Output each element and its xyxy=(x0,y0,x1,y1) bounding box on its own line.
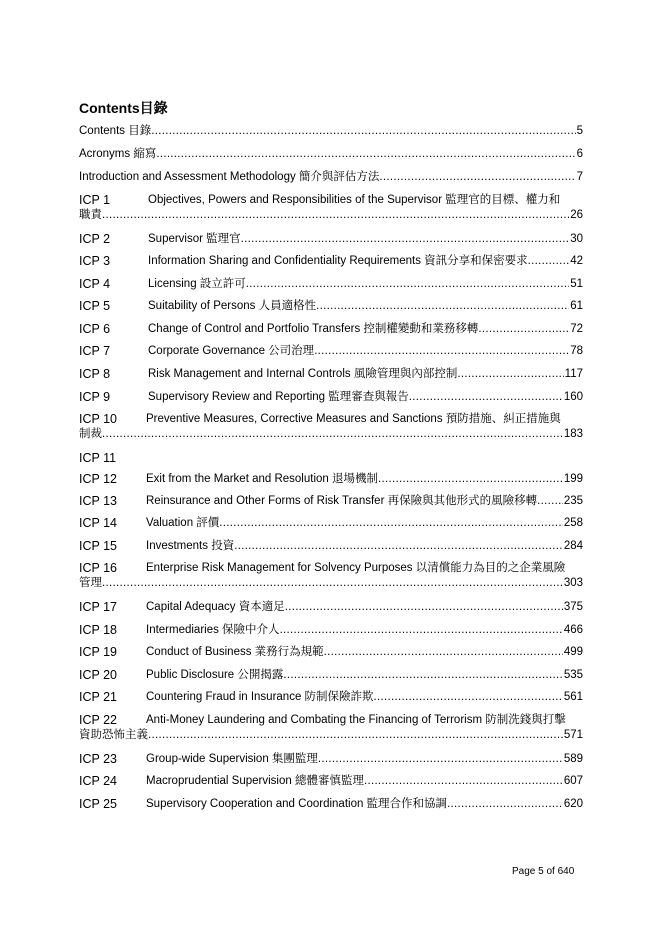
toc-entry-title-continued: 管理 xyxy=(79,577,102,589)
dot-leader xyxy=(537,494,563,509)
toc-entry-title: Suitability of Persons 人員適格性 xyxy=(148,300,317,312)
dot-leader xyxy=(234,539,563,554)
toc-entry-page: 6 xyxy=(576,148,583,160)
toc-entry-title: Change of Control and Portfolio Transfers 控制權變動和業務移轉 xyxy=(148,323,479,335)
dot-leader xyxy=(409,390,563,405)
icp-number: ICP 1 xyxy=(79,193,111,207)
toc-entry-title: Information Sharing and Confidentiality Requirements 資訊分享和保密要求 xyxy=(148,255,528,267)
dot-leader xyxy=(478,322,569,337)
toc-entry-page: 607 xyxy=(563,775,583,787)
icp-number: ICP 20 xyxy=(79,668,117,682)
toc-entry-page: 561 xyxy=(563,691,583,703)
dot-leader xyxy=(364,774,563,789)
dot-leader xyxy=(316,299,569,314)
toc-entry-page: 160 xyxy=(563,391,583,403)
toc-entry-page: 199 xyxy=(563,473,583,485)
icp-number: ICP 12 xyxy=(79,472,117,486)
toc-entry-title: Anti-Money Laundering and Combating the Financing of Terrorism 防制洗錢與打擊 xyxy=(146,714,566,726)
toc-entry-page: 235 xyxy=(563,495,583,507)
dot-leader xyxy=(447,797,563,812)
dot-leader xyxy=(457,367,563,382)
toc-entry-title: Group-wide Supervision 集團監理 xyxy=(146,753,318,765)
toc-entry-title: Licensing 設立許可 xyxy=(148,278,246,290)
dot-leader xyxy=(283,668,562,683)
dot-leader xyxy=(148,728,563,743)
dot-leader xyxy=(102,208,569,223)
icp-number: ICP 19 xyxy=(79,645,117,659)
toc-entry-title: Corporate Governance 公司治理 xyxy=(148,345,315,357)
toc-entry-page: 72 xyxy=(570,323,583,335)
toc-entry-title: Macroprudential Supervision 總體審慎監理 xyxy=(146,775,364,787)
toc-entry-title: Public Disclosure 公開揭露 xyxy=(146,669,284,681)
toc-entry-introduction[interactable] xyxy=(79,170,583,185)
dot-leader xyxy=(151,124,575,139)
icp-number: ICP 3 xyxy=(79,254,111,268)
contents-heading: Contents目錄 xyxy=(79,100,168,116)
toc-entry-page: 61 xyxy=(570,300,583,312)
icp-number: ICP 8 xyxy=(79,367,111,381)
toc-entry-title: Conduct of Business 業務行為規範 xyxy=(146,646,324,658)
toc-entry-title: Enterprise Risk Management for Solvency Purposes 以清償能力為目的之企業風險 xyxy=(146,562,566,574)
icp-number: ICP 22 xyxy=(79,713,117,727)
icp-number: ICP 6 xyxy=(79,322,111,336)
toc-entry-page: 284 xyxy=(563,540,583,552)
toc-entry-page: 42 xyxy=(570,255,583,267)
toc-entry-title: Introduction and Assessment Methodology 簡介與評估方法 xyxy=(79,171,380,183)
toc-entry-title: Countering Fraud in Insurance 防制保險詐欺 xyxy=(146,691,374,703)
toc-entry-title: Supervisor 監理官 xyxy=(148,233,241,245)
icp-number: ICP 16 xyxy=(79,561,117,575)
toc-entry-page: 78 xyxy=(570,345,583,357)
toc-entry-title-continued: 職責 xyxy=(79,209,102,221)
dot-leader xyxy=(374,690,563,705)
toc-entry-page: 571 xyxy=(563,729,583,741)
toc-entry-title: Supervisory Cooperation and Coordination 監理合作和協調 xyxy=(146,798,448,810)
dot-leader xyxy=(378,472,563,487)
toc-entry-title-continued: 制裁 xyxy=(79,428,102,440)
toc-entry-title: Preventive Measures, Corrective Measures and Sanctions 預防措施、糾正措施與 xyxy=(146,413,561,425)
toc-entry-page: 117 xyxy=(564,368,583,380)
dot-leader xyxy=(241,232,570,247)
dot-leader xyxy=(314,344,569,359)
dot-leader xyxy=(528,254,570,269)
toc-entry-page: 375 xyxy=(563,601,583,613)
dot-leader xyxy=(280,623,563,638)
toc-entry-title: Objectives, Powers and Responsibilities of the Supervisor 監理官的目標、權力和 xyxy=(148,194,561,206)
dot-leader xyxy=(102,427,563,442)
toc-entry-page: 51 xyxy=(570,278,583,290)
toc-entry-page: 589 xyxy=(563,753,583,765)
dot-leader xyxy=(102,576,563,591)
icp-number: ICP 13 xyxy=(79,494,117,508)
dot-leader xyxy=(379,170,575,185)
toc-entry-title: Risk Management and Internal Controls 風險管理與內部控制 xyxy=(148,368,458,380)
icp-number: ICP 10 xyxy=(79,412,117,426)
dot-leader xyxy=(156,147,575,162)
toc-entry-acronyms[interactable] xyxy=(79,147,583,162)
icp-number: ICP 21 xyxy=(79,690,117,704)
toc-entry-page: 183 xyxy=(563,428,583,440)
icp-number: ICP 24 xyxy=(79,774,117,788)
icp-number: ICP 7 xyxy=(79,344,111,358)
toc-entry-page: 303 xyxy=(563,577,583,589)
icp-number: ICP 23 xyxy=(79,752,117,766)
icp-number: ICP 18 xyxy=(79,623,117,637)
toc-entry-title: Intermediaries 保險中介人 xyxy=(146,624,280,636)
toc-entry-page: 7 xyxy=(576,171,583,183)
icp-number: ICP 15 xyxy=(79,539,117,553)
toc-entry-page: 499 xyxy=(563,646,583,658)
dot-leader xyxy=(246,277,569,292)
toc-entry-title: Valuation 評價 xyxy=(146,517,220,529)
dot-leader xyxy=(318,752,563,767)
icp-number: ICP 2 xyxy=(79,232,111,246)
toc-entry-title: Capital Adequacy 資本適足 xyxy=(146,601,285,613)
dot-leader xyxy=(324,645,563,660)
icp-number: ICP 14 xyxy=(79,516,117,530)
icp-number: ICP 17 xyxy=(79,600,117,614)
toc-entry-title: Contents 目錄 xyxy=(79,125,152,137)
dot-leader xyxy=(219,516,563,531)
icp-number: ICP 5 xyxy=(79,299,111,313)
toc-entry-page: 466 xyxy=(563,624,583,636)
toc-entry-title: Supervisory Review and Reporting 監理審查與報告 xyxy=(148,391,409,403)
toc-entry-title-continued: 資助恐怖主義 xyxy=(79,729,148,741)
toc-entry-page: 258 xyxy=(563,517,583,529)
toc-entry-title: Reinsurance and Other Forms of Risk Transfer 再保險與其他形式的風險移轉 xyxy=(146,495,538,507)
dot-leader xyxy=(285,600,563,615)
icp-number: ICP 4 xyxy=(79,277,111,291)
toc-entry-page: 535 xyxy=(563,669,583,681)
icp-number: ICP 25 xyxy=(79,797,117,811)
toc-entry-title: Acronyms 縮寫 xyxy=(79,148,157,160)
toc-entry-page: 620 xyxy=(563,798,583,810)
toc-entry-title: Exit from the Market and Resolution 退場機制 xyxy=(146,473,378,485)
toc-entry-title: Investments 投資 xyxy=(146,540,235,552)
toc-entry-page: 5 xyxy=(576,125,583,137)
page-number-footer: Page 5 of 640 xyxy=(512,866,575,877)
toc-entry-contents[interactable] xyxy=(79,124,583,139)
toc-entry-page: 30 xyxy=(570,233,583,245)
icp-number: ICP 9 xyxy=(79,390,111,404)
icp-number: ICP 11 xyxy=(79,451,117,465)
toc-entry-page: 26 xyxy=(570,209,583,221)
